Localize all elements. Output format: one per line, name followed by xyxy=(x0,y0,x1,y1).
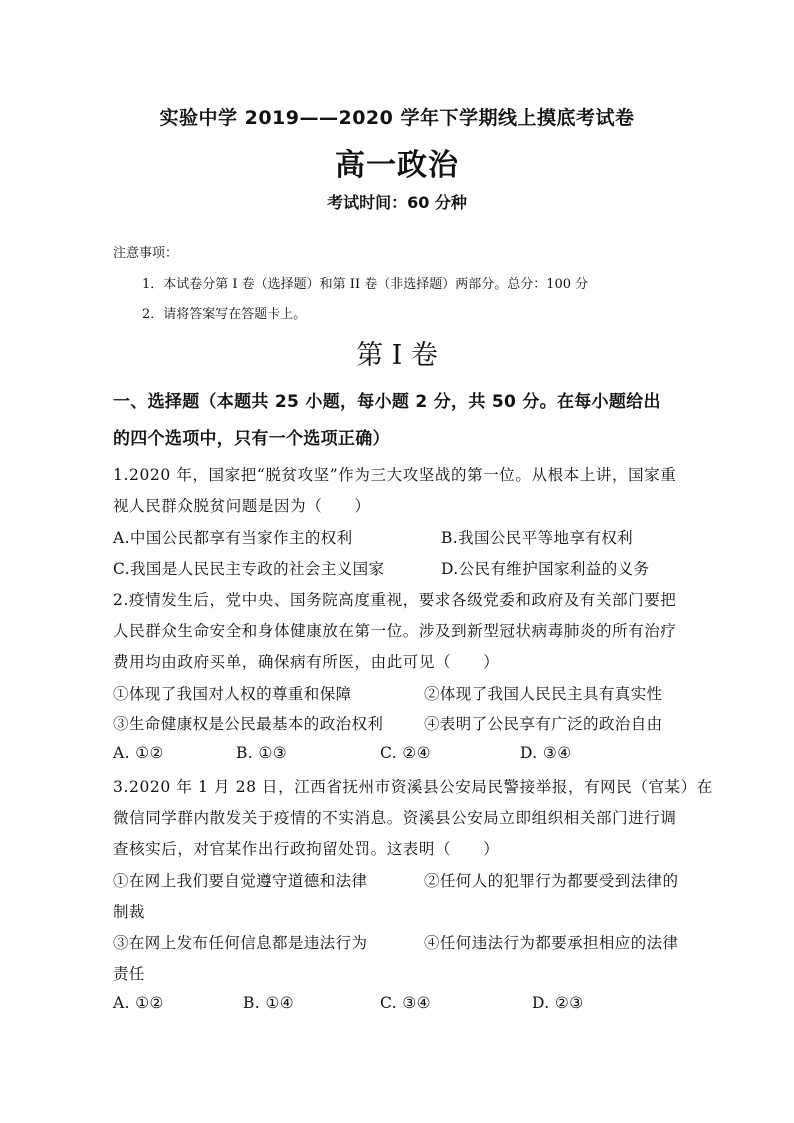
section-heading-line2: 的四个选项中，只有一个选项正确） xyxy=(113,429,390,449)
question-1-option-d: D.公民有维护国家利益的义务 xyxy=(441,560,650,578)
question-3-option-b: B. ①④ xyxy=(243,994,295,1012)
question-2-statement-1: ①体现了我国对人权的尊重和保障 xyxy=(113,685,352,703)
question-2-option-d: D. ③④ xyxy=(520,744,572,762)
note-item-1: 1．本试卷分第 I 卷（选择题）和第 II 卷（非选择题）两部分。总分：100 分 xyxy=(142,277,589,292)
question-2-line-1: 2.疫情发生后，党中央、国务院高度重视，要求各级党委和政府及有关部门要把 xyxy=(113,591,677,609)
question-3-statement-2-cont: 制裁 xyxy=(113,903,145,921)
question-1-line-2: 视人民群众脱贫问题是因为（ ） xyxy=(113,497,371,515)
question-3-statement-1: ①在网上我们要自觉遵守道德和法律 xyxy=(113,872,368,890)
question-2-option-c: C. ②④ xyxy=(380,744,431,762)
subject-title: 高一政治 xyxy=(335,148,459,183)
exam-time: 考试时间：60 分种 xyxy=(327,193,467,212)
question-1-option-b: B.我国公民平等地享有权利 xyxy=(441,529,634,547)
question-3-statement-3: ③在网上发布任何信息都是违法行为 xyxy=(113,934,368,952)
question-3-statement-4: ④任何违法行为都要承担相应的法律 xyxy=(424,934,679,952)
question-1-option-a: A.中国公民都享有当家作主的权利 xyxy=(113,529,353,547)
question-3-line-2: 微信同学群内散发关于疫情的不实消息。资溪县公安局立即组织相关部门进行调 xyxy=(113,809,677,827)
question-3-option-c: C. ③④ xyxy=(380,994,431,1012)
question-3-option-d: D. ②③ xyxy=(532,994,584,1012)
question-3-line-3: 查核实后，对官某作出行政拘留处罚。这表明（ ） xyxy=(113,840,500,858)
note-item-2: 2．请将答案写在答题卡上。 xyxy=(142,307,307,322)
question-3-line-1: 3.2020 年 1 月 28 日，江西省抚州市资溪县公安局民警接举报，有网民（官某）在 xyxy=(113,778,713,796)
question-2-statement-3: ③生命健康权是公民最基本的政治权利 xyxy=(113,715,384,733)
question-2-line-2: 人民群众生命安全和身体健康放在第一位。涉及到新型冠状病毒肺炎的所有治疗 xyxy=(113,622,677,640)
question-1-line-1: 1.2020 年，国家把“脱贫攻坚”作为三大攻坚战的第一位。从根本上讲，国家重 xyxy=(113,466,677,484)
question-1-option-c: C.我国是人民民主专政的社会主义国家 xyxy=(113,560,385,578)
section-heading-line1: 一、选择题（本题共 25 小题，每小题 2 分，共 50 分。在每小题给出 xyxy=(113,392,661,412)
question-3-statement-4-cont: 责任 xyxy=(113,965,145,983)
question-2-statement-2: ②体现了我国人民民主具有真实性 xyxy=(424,685,663,703)
question-3-option-a: A. ①② xyxy=(113,994,164,1012)
question-2-statement-4: ④表明了公民享有广泛的政治自由 xyxy=(424,715,663,733)
notes-label: 注意事项： xyxy=(113,246,179,261)
question-2-option-b: B. ①③ xyxy=(236,744,288,762)
question-2-option-a: A. ①② xyxy=(113,744,164,762)
question-3-statement-2: ②任何人的犯罪行为都要受到法律的 xyxy=(424,872,679,890)
section-title: 第 I 卷 xyxy=(356,340,438,371)
question-2-line-3: 费用均由政府买单，确保病有所医，由此可见（ ） xyxy=(113,653,500,671)
exam-title: 实验中学 2019——2020 学年下学期线上摸底考试卷 xyxy=(159,107,635,129)
